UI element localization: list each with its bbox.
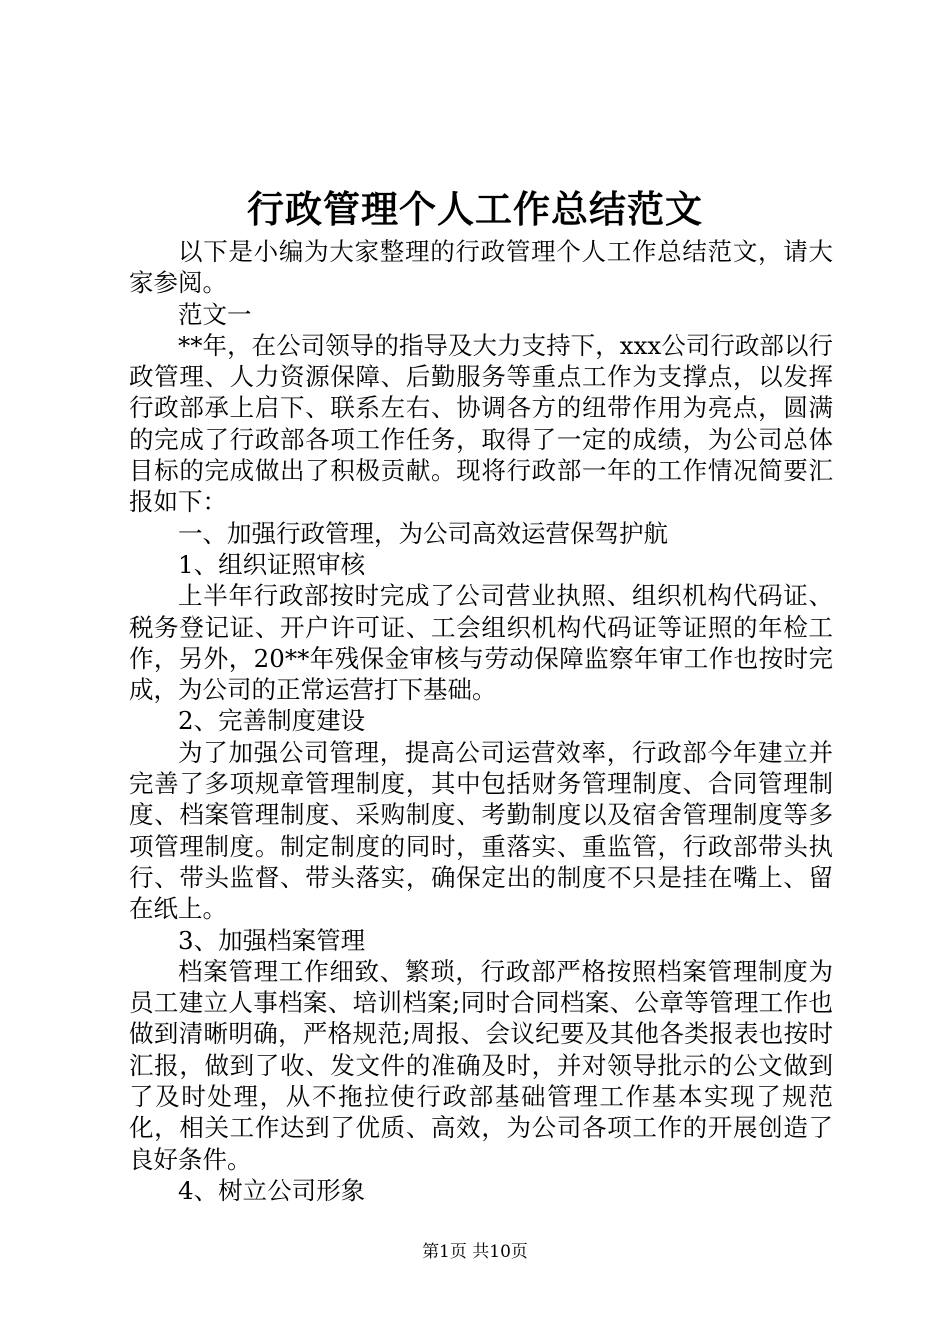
page-number: 第1页 共10页 [422, 1242, 528, 1262]
subsection-heading-1: 1、组织证照审核 [178, 549, 366, 579]
paragraph-intro: 以下是小编为大家整理的行政管理个人工作总结范文，请大家参阅。 [129, 237, 833, 298]
paragraph-license-review: 上半年行政部按时完成了公司营业执照、组织机构代码证、税务登记证、开户许可证、工会组织机构代码证等证照的年检工作，另外，20**年残保金审核与劳动保障监察年审工作也按时完成，为公司的正常运营打下基础。 [129, 581, 833, 705]
paragraph-sample-heading: 范文一 [178, 299, 252, 329]
document-body [129, 236, 833, 1206]
paragraph-system-building: 为了加强公司管理，提高公司运营效率，行政部今年建立并完善了多项规章管理制度，其中包括财务管理制度、合同管理制度、档案管理制度、采购制度、考勤制度以及宿舍管理制度等多项管理制度。制定制度的同时，重落实、重监管，行政部带头执行、带头监督、带头落实，确保定出的制度不只是挂在嘴上、留在纸上。 [129, 737, 833, 924]
subsection-heading-3: 3、加强档案管理 [178, 925, 366, 955]
paragraph-archive-management: 档案管理工作细致、繁琐，行政部严格按照档案管理制度为员工建立人事档案、培训档案;同时合同档案、公章等管理工作也做到清晰明确，严格规范;周报、会议纪要及其他各类报表也按时汇报，做到了收、发文件的准确及时，并对领导批示的公文做到了及时处理，从不拖拉使行政部基础管理工作基本实现了规范化，相关工作达到了优质、高效，为公司各项工作的开展创造了良好条件。 [129, 956, 833, 1174]
paragraph-overview: **年，在公司领导的指导及大力支持下，xxx公司行政部以行政管理、人力资源保障、后勤服务等重点工作为支撑点，以发挥行政部承上启下、联系左右、协调各方的纽带作用为亮点，圆满的完成了行政部各项工作任务，取得了一定的成绩，为公司总体目标的完成做出了积极贡献。现将行政部一年的工作情况简要汇报如下： [129, 330, 833, 517]
document-title: 行政管理个人工作总结范文 [247, 187, 703, 231]
subsection-heading-2: 2、完善制度建设 [178, 706, 366, 736]
subsection-heading-4: 4、树立公司形象 [178, 1175, 366, 1205]
section-heading-1: 一、加强行政管理，为公司高效运营保驾护航 [178, 518, 668, 548]
